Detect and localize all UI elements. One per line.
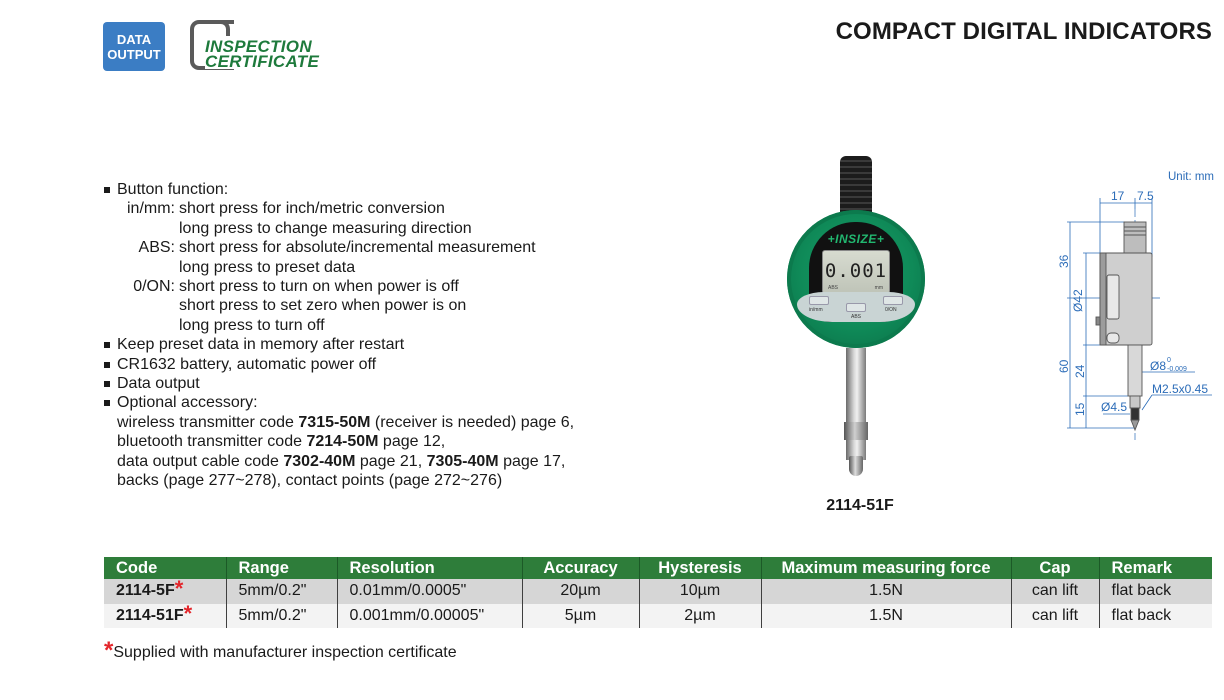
dim-width-right: 7.5 <box>1137 189 1154 203</box>
button-description: short press for absolute/incremental measurement <box>179 239 536 257</box>
page-title: COMPACT DIGITAL INDICATORS <box>835 18 1212 45</box>
key-zero-on <box>883 296 903 305</box>
cell-cap: can lift <box>1011 579 1099 604</box>
button-description: long press to change measuring direction <box>179 219 472 237</box>
feature-item: Optional accessory: <box>103 393 663 412</box>
lcd-unit-label: mm <box>874 285 883 291</box>
table-row <box>104 604 1212 629</box>
dim-tip-diameter: Ø4.5 <box>1101 400 1128 414</box>
cell-code: 2114-5F* <box>104 579 226 604</box>
col-header-max-force: Maximum measuring force <box>761 557 1011 579</box>
button-zero-on <box>103 277 663 296</box>
dim-width-left: 17 <box>1111 189 1125 203</box>
col-header-resolution: Resolution <box>337 557 522 579</box>
dim-body-diameter: Ø42 <box>1071 289 1085 312</box>
button-in-mm <box>103 199 663 218</box>
dim-top-height: 36 <box>1057 254 1071 268</box>
col-header-range: Range <box>226 557 337 579</box>
dim-stem-diameter: Ø8 <box>1150 359 1167 373</box>
inspection-certificate-badge <box>190 20 350 74</box>
accessory-code: 7305-40M <box>426 452 499 470</box>
certificate-frame-corner-icon <box>200 20 230 36</box>
lcd-reading: 0.001 <box>824 260 888 282</box>
button-description: long press to preset data <box>179 258 356 276</box>
spec-table <box>104 557 1212 628</box>
cell-cap: can lift <box>1011 604 1099 629</box>
button-key-label: ABS: <box>138 239 175 257</box>
button-description: short press to set zero when power is on <box>179 297 467 315</box>
cell-max-force: 1.5N <box>761 579 1011 604</box>
feature-list <box>103 180 663 491</box>
feature-item: Data output <box>103 374 663 393</box>
cell-accuracy: 20µm <box>522 579 639 604</box>
col-header-cap: Cap <box>1011 557 1099 579</box>
table-header-row <box>104 557 1212 579</box>
col-header-accuracy: Accuracy <box>522 557 639 579</box>
indicator-body <box>787 210 925 348</box>
col-header-hysteresis: Hysteresis <box>639 557 761 579</box>
dim-total-lower: 60 <box>1057 359 1071 373</box>
footnote-text: Supplied with manufacturer inspection certificate <box>113 644 457 661</box>
lcd-display <box>822 250 890 294</box>
dim-stem-length: 24 <box>1073 364 1087 378</box>
col-header-code: Code <box>104 557 226 579</box>
indicator-contact-tip <box>849 456 863 476</box>
accessory-line: backs (page 277~278), contact points (page 272~276) <box>117 472 503 490</box>
feature-item: CR1632 battery, automatic power off <box>103 355 663 374</box>
dimension-drawing <box>1040 165 1224 445</box>
unit-label: Unit: mm <box>1168 171 1214 183</box>
footnote-star-icon: * <box>104 637 114 664</box>
indicator-cap <box>840 156 872 218</box>
key-abs <box>846 303 866 312</box>
indicator-keypad: in/mm ABS 0/ON <box>797 292 915 322</box>
button-description: short press to turn on when power is off <box>179 278 459 296</box>
key-in-mm <box>809 296 829 305</box>
data-output-badge-line2: OUTPUT <box>107 46 161 62</box>
accessory-line: bluetooth transmitter code 7214-50M page 12, <box>117 433 446 451</box>
cell-remark: flat back <box>1099 579 1212 604</box>
accessory-line: wireless transmitter code 7315-50M (receiver is needed) page 6, <box>117 413 575 431</box>
footnote <box>104 637 457 664</box>
data-output-badge <box>103 22 165 71</box>
accessory-code: 7315-50M <box>298 413 371 431</box>
cell-max-force: 1.5N <box>761 604 1011 629</box>
accessory-line: data output cable code 7302-40M page 21, 7305-40M page 17, <box>117 452 566 470</box>
table-row <box>104 579 1212 604</box>
feature-item: Keep preset data in memory after restart <box>103 335 663 354</box>
lcd-abs-label: ABS <box>828 285 839 291</box>
dim-thread: M2.5x0.45 <box>1152 382 1209 396</box>
button-description: short press for inch/metric conversion <box>179 200 445 218</box>
certificate-badge-line1: INSPECTION <box>205 37 312 56</box>
certificate-star-icon: * <box>183 600 193 626</box>
col-header-remark: Remark <box>1099 557 1212 579</box>
accessory-code: 7302-40M <box>283 452 356 470</box>
button-key-label: 0/ON: <box>133 278 175 296</box>
cell-range: 5mm/0.2" <box>226 579 337 604</box>
cell-accuracy: 5µm <box>522 604 639 629</box>
dimension-drawing-svg <box>1040 165 1224 445</box>
certificate-star-icon: * <box>174 576 184 602</box>
certificate-badge-line2: CERTIFICATE <box>205 52 320 71</box>
cell-hysteresis: 2µm <box>639 604 761 629</box>
cell-resolution: 0.01mm/0.0005" <box>337 579 522 604</box>
feature-button-function: Button function: <box>103 180 663 199</box>
button-description: long press to turn off <box>179 316 325 334</box>
brand-logo: +INSIZE+ <box>827 232 885 246</box>
cell-remark: flat back <box>1099 604 1212 629</box>
cell-hysteresis: 10µm <box>639 579 761 604</box>
button-abs <box>103 238 663 257</box>
dim-tip-length: 15 <box>1073 402 1087 416</box>
svg-text:-0.009: -0.009 <box>1167 366 1187 373</box>
product-caption: 2114-51F <box>826 497 894 514</box>
svg-text:0: 0 <box>1167 357 1171 364</box>
data-output-badge-line1: DATA <box>116 31 152 47</box>
accessory-code: 7214-50M <box>306 433 379 451</box>
cell-range: 5mm/0.2" <box>226 604 337 629</box>
product-image <box>780 150 940 490</box>
button-key-label: in/mm: <box>127 200 175 218</box>
cell-code: 2114-51F* <box>104 604 226 629</box>
indicator-stem <box>846 348 866 460</box>
cell-resolution: 0.001mm/0.00005" <box>337 604 522 629</box>
indicator-stem-ring <box>844 422 868 440</box>
